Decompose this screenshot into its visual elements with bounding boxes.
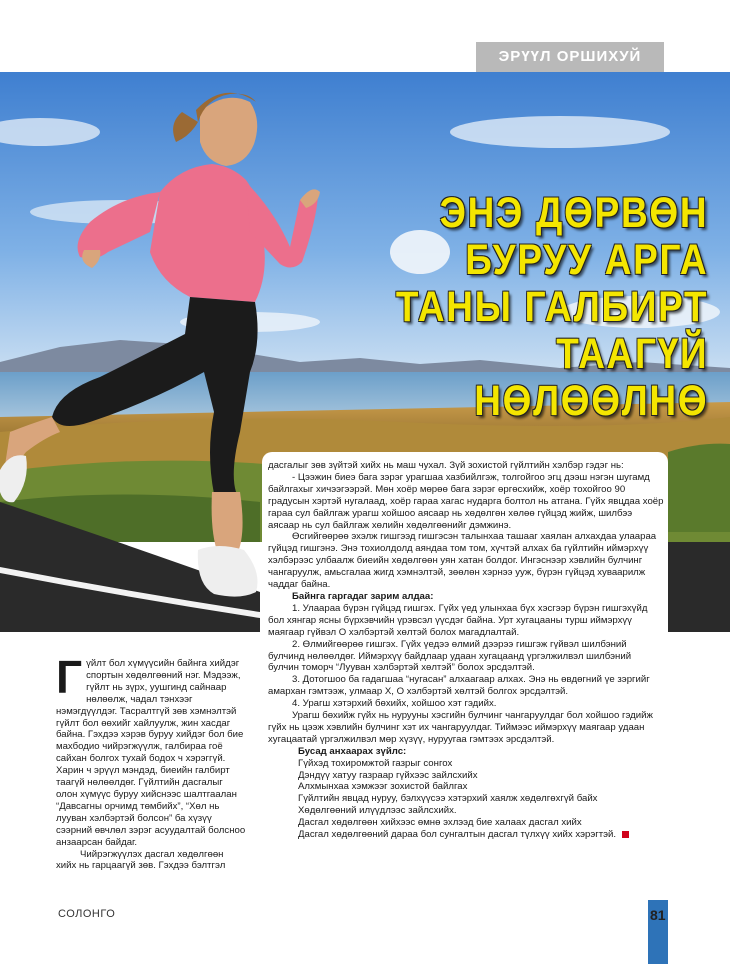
tip-item: Хөдөлгөөний илүүдлээс зайлсхийх. [298,805,457,817]
paragraph: Урагш бөхийж гүйх нь нурууны хэсгийн булчинг чангаруулдаг бол хойшоо гэдийж гүйх нь цээж хэвлийн булчинг хэт их чангаруулдаг. Тиймээс иймэрхүү маягаар удаан хугацаатай үргэлжилвэл мөр хүзүү, нуруугаа гэмтээх эрсдэлтэй. [268,710,653,745]
intro-paragraph [56,651,246,849]
list-item: 4. Урагш хэтэрхий бөхийх, хойшоо хэт гэдийх. [292,698,497,710]
headline-line-3: ТАНЫ ГАЛБИРТ [395,283,708,331]
tip-item: Дэндүү хатуу газраар гүйхээс зайлсхийх [298,769,478,781]
page-number: 81 [650,907,666,923]
headline-line-1: ЭНЭ ДӨРВӨН [439,189,708,237]
paragraph: Өсгийгөөрөө эхэлж гишгээд гишгэсэн талынхаа ташааг хаялан алхахдаа улаараа гүйцэд гишгэнэ. Энэ тохиолдолд аяндаа том том, хүчтэй алхах ба гүйлтийн иймэрхүү хэлбэрээс улбаалж биеийн хөдөлгөөн уян хатан болдог. Ингэснээр хэвлийн булчинг чангаруулж, амьсгалаа жигд хэмнэлтэй, зөөлөн хэрнээ ууж, бүрэн гүйцэд хуваарилж чаддаг байна. [268,531,657,591]
tip-item: Алхмынхаа хэмжээг зохистой байлгах [298,781,468,793]
headline-line-4: ТААГҮЙ [555,330,708,378]
magazine-name: СОЛОНГО [58,908,116,920]
tip-item: Гүйлтийн явцад нуруу, бэлхүүсээ хэтэрхий хаялж хөдөлгөхгүй байх [298,793,598,805]
tip-item: Дасгал хөдөлгөөн хийхээс өмнө эхлээд бие халаах дасгал хийх [298,817,582,829]
end-mark-icon [622,831,629,838]
section-tag: ЭРҮҮЛ ОРШИХУЙ [476,42,664,72]
article-right-column [268,460,664,841]
headline-line-5: НӨЛӨӨЛНӨ [473,377,708,425]
intro-text: үйлт бол хүмүүсийн байнга хийдэг спортын хөдөлгөөний нэг. Мэдээж, гүйлт нь зүрх, уушгинд сайнаар нөлөөлж, чадал тэнхээг нэмэгдүүлдэг. Тасралтгүй зөв хэмнэлтэй гүйлт бол өөхийг хайлуулж, жин хасдаг байна. Гэхдээ хэрэв буруу хийдэг бол бие махбодио чийрэгжүүлж, галбираа гоё сайхан болгох тухай бодох ч хэрэггүй. Харин ч эрүүл мэндэд, биеийн галбирт таагүй нөлөөлдөг. Гүйлтийн дасгалыг олон хүмүүс буруу хийснээс шалтгаалан “Давсагны орчимд төмбийх”, “Хөл нь лууван хэлбэртэй болсон” ба хүзүү сээрний өвчлөл зэрэг асуудалтай болсноо анзаарсан байдаг. [56,658,246,848]
list-item: 1. Улаараа бүрэн гүйцэд гишгэх. Гүйх үед улынхаа бүх хэсгээр бүрэн гишгэхүйд бол хянгар ясны бүрхэвчийн үрэвсэл үүсдэг байна. Урт хугацааны турш иймэрхүү маягаар гүйвэл О хэлбэртэй хөлтэй болох магадлалтай. [268,602,648,638]
headline-line-2: БУРУУ АРГА [464,236,708,284]
list-item: 2. Өлмийгөөрөө гишгэх. Гүйх үедээ өлмий дээрээ гишгэж гүйвэл шилбэний булчинд нөлөөлдөг. Иймэрхүү байдлаар удаан хугацаанд үргэлжилвэл шилбэний булчин томорч “Лууван хэлбэртэй хөлтэй” болох эрсдэлтэй. [268,638,632,674]
tip-item: Гүйхэд тохиромжтой газрыг сонгох [298,757,453,769]
subheading-common-mistakes: Байнга гаргадаг зарим алдаа: [292,590,434,602]
drop-cap: Г [56,651,83,703]
paragraph: Чийрэгжүүлэх дасгал хөдөлгөөн хийх нь гарцаагүй зөв. Гэхдээ бэлтгэл [56,848,226,872]
list-item: 3. Дотогшоо ба гадагшаа “нугасан” алхаагаар алхах. Энэ нь өвдөгний үе зэргийг амархан гэмтээж, улмаар Х, О хэлбэртэй хөлтэй болгох эрсдэлтэй. [268,674,650,698]
headline [396,190,708,425]
subheading-other-tips: Бусад анхаарах зүйлс: [298,745,407,757]
paragraph: - Цээжин биеэ бага зэрэг урагшаа хазбийлгэж, толгойгоо эгц дээш нэгэн шугамд байлгахыг хичээгээрэй. Мөн хоёр мөрөө бага зэрэг өргөсхийж, хоёр тохойгоо 90 градусын хэртэй нугалаад, хоёр гараа хагас нударга болтол нь атгана. Гүйх явцдаа хоёр гараа сул байлгаж урагш хойшоо аясаар нь хөдөлгөн хөлөө гүйцэд жийж, шилбээ аясаар нь сул байлгаж хөлийн хөдөлгөөнийг дэмжинэ. [268,471,664,531]
tip-item-last [268,829,664,841]
paragraph: дасгалыг зөв зүйтэй хийх нь маш чухал. Зүй зохистой гүйлтийн хэлбэр гэдэг нь: [268,460,624,471]
tip-text: Дасгал хөдөлгөөний дараа бол сунгалтын дасгал түлхүү хийх хэрэгтэй. [298,829,617,841]
article-left-column [56,651,246,872]
